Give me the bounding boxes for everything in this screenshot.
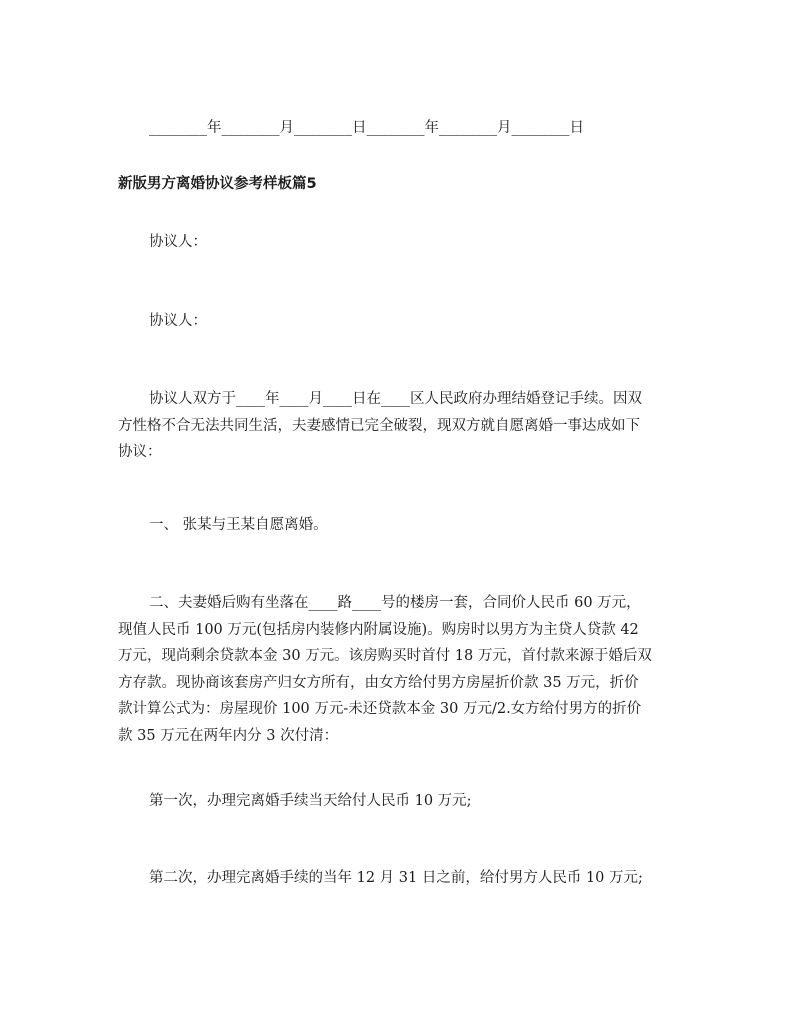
clause-two-line: 现值人民币 100 万元(包括房内装修内附属设施)。购房时以男方为主贷人贷款 42 (118, 621, 639, 638)
party-a-label: 协议人： (149, 234, 207, 250)
party-b-label: 协议人： (149, 313, 207, 329)
payment-two: 第二次，办理完离婚手续的当年 12 月 31 日之前，给付男方人民币 10 万元; (149, 870, 643, 886)
clause-two-line: 万元，现尚剩余贷款本金 30 万元。该房购买时首付 18 万元，首付款来源于婚后双 (118, 648, 652, 664)
intro-line: 协议： (118, 444, 162, 460)
clause-two-line: 款 35 万元在两年内分 3 次付清： (118, 727, 339, 744)
clause-two-paragraph (118, 590, 688, 749)
intro-paragraph (118, 386, 688, 466)
intro-line: 方性格不合无法共同生活，夫妻感情已完全破裂，现双方就自愿离婚一事达成如下 (118, 417, 640, 434)
clause-two-line: 方存款。现协商该套房产归女方所有，由女方给付男方房屋折价款 35 万元，折价 (118, 674, 639, 691)
clause-two-line: 款计算公式为：房屋现价 100 万元-未还贷款本金 30 万元/2.女方给付男方的折价 (118, 701, 642, 717)
clause-one: 一、 张某与王某自愿离婚。 (149, 517, 328, 533)
payment-one: 第一次，办理完离婚手续当天给付人民币 10 万元; (149, 793, 472, 809)
section-heading: 新版男方离婚协议参考样板篇5 (118, 176, 317, 192)
intro-line: 协议人双方于____年____月____日在____区人民政府办理结婚登记手续。因双 (149, 391, 642, 407)
date-signature-line: ________年________月________日________年________月________日 (149, 120, 584, 136)
clause-two-line: 二、夫妻婚后购有坐落在____路____号的楼房一套，合同价人民币 60 万元， (149, 595, 641, 611)
